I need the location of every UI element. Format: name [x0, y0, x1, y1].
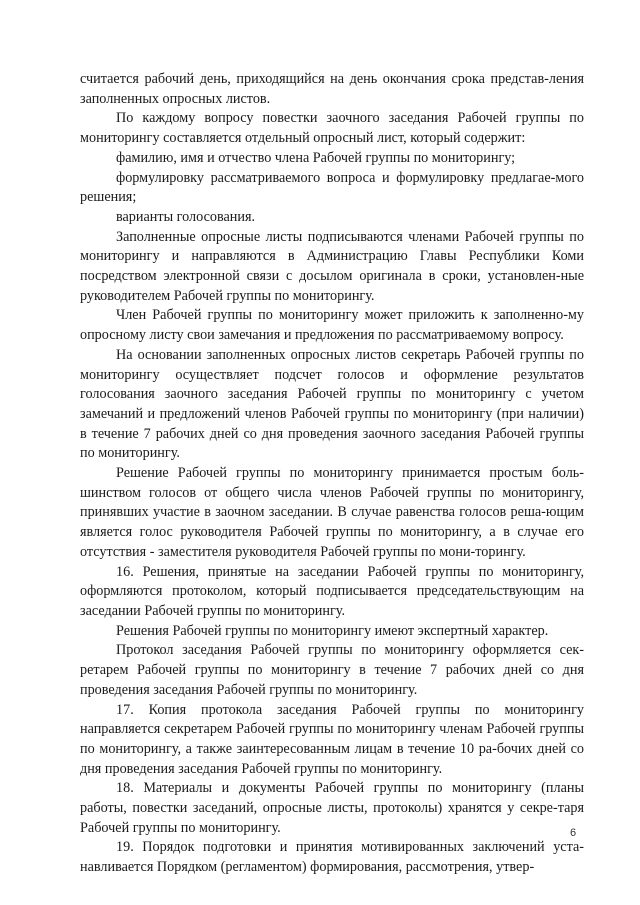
- paragraph-decision-majority: Решение Рабочей группы по мониторингу принимается простым боль-шинством голосов от общего числа членов Рабочей группы по мониторингу, принявших участие в заочном заседании. В случае равенства голосов реша-ющим является голос руководителя Рабочей группы по мониторингу, а в случае его отсутствия - заместителя руководителя Рабочей группы по мони-торингу.: [80, 465, 584, 560]
- paragraph-signed-questionnaires: Заполненные опросные листы подписываются членами Рабочей группы по мониторингу и направляются в Администрацию Главы Республики Коми посредством электронной связи с досылом оригинала в сроки, установлен-ные руководителем Рабочей группы по мониторингу.: [80, 228, 584, 304]
- paragraph-list-item-wording: формулировку рассматриваемого вопроса и формулировку предлагае-мого решения;: [80, 169, 584, 206]
- paragraph-continuation: считается рабочий день, приходящийся на день окончания срока представ-ления заполненных опросных листов.: [80, 71, 584, 107]
- paragraph-list-item-name: фамилию, имя и отчество члена Рабочей группы по мониторингу;: [116, 149, 516, 166]
- page-number: 6: [570, 827, 577, 839]
- paragraph-item-17: 17. Копия протокола заседания Рабочей группы по мониторингу направляется секретарем Рабочей группы по мониторингу членам Рабочей группы по мониторингу, а также заинтересованным лицам в течение 10 ра-бочих дней со дня проведения заседания Рабочей группы по мониторингу.: [80, 701, 584, 777]
- paragraph-questionnaire-contents: По каждому вопросу повестки заочного заседания Рабочей группы по мониторингу составляется отдельный опросный лист, который содержит:: [80, 110, 584, 147]
- paragraph-member-remarks: Член Рабочей группы по мониторингу может приложить к заполненно-му опросному листу свои замечания и предложения по рассматриваемому вопросу.: [80, 307, 584, 344]
- paragraph-protocol-drafting: Протокол заседания Рабочей группы по мониторингу оформляется сек-ретарем Рабочей группы по мониторингу в течение 7 рабочих дней со дня проведения заседания Рабочей группы по мониторингу.: [80, 642, 584, 698]
- paragraph-vote-counting: На основании заполненных опросных листов секретарь Рабочей группы по мониторингу осуществляет подсчет голосов и оформление результатов голосования заочного заседания Рабочей группы по мониторингу с учетом замечаний и предложений членов Рабочей группы по мониторингу (при наличии) в течение 7 рабочих дней со дня проведения заочного заседания Рабочей группы по мониторингу.: [80, 346, 584, 462]
- paragraph-list-item-options: варианты голосования.: [116, 208, 256, 225]
- paragraph-expert-nature: Решения Рабочей группы по мониторингу имеют экспертный характер.: [116, 622, 549, 639]
- paragraph-item-18: 18. Материалы и документы Рабочей группы по мониторингу (планы работы, повестки заседаний, опросные листы, протоколы) хранятся у секре-таря Рабочей группы по мониторингу.: [80, 780, 584, 836]
- document-body: [80, 70, 584, 878]
- paragraph-item-16: 16. Решения, принятые на заседании Рабочей группы по мониторингу, оформляются протоколом, который подписывается председательствующим на заседании Рабочей группы по мониторингу.: [80, 563, 584, 619]
- paragraph-item-19: 19. Порядок подготовки и принятия мотивированных заключений уста-навливается Порядком (регламентом) формирования, рассмотрения, утвер-: [80, 839, 584, 876]
